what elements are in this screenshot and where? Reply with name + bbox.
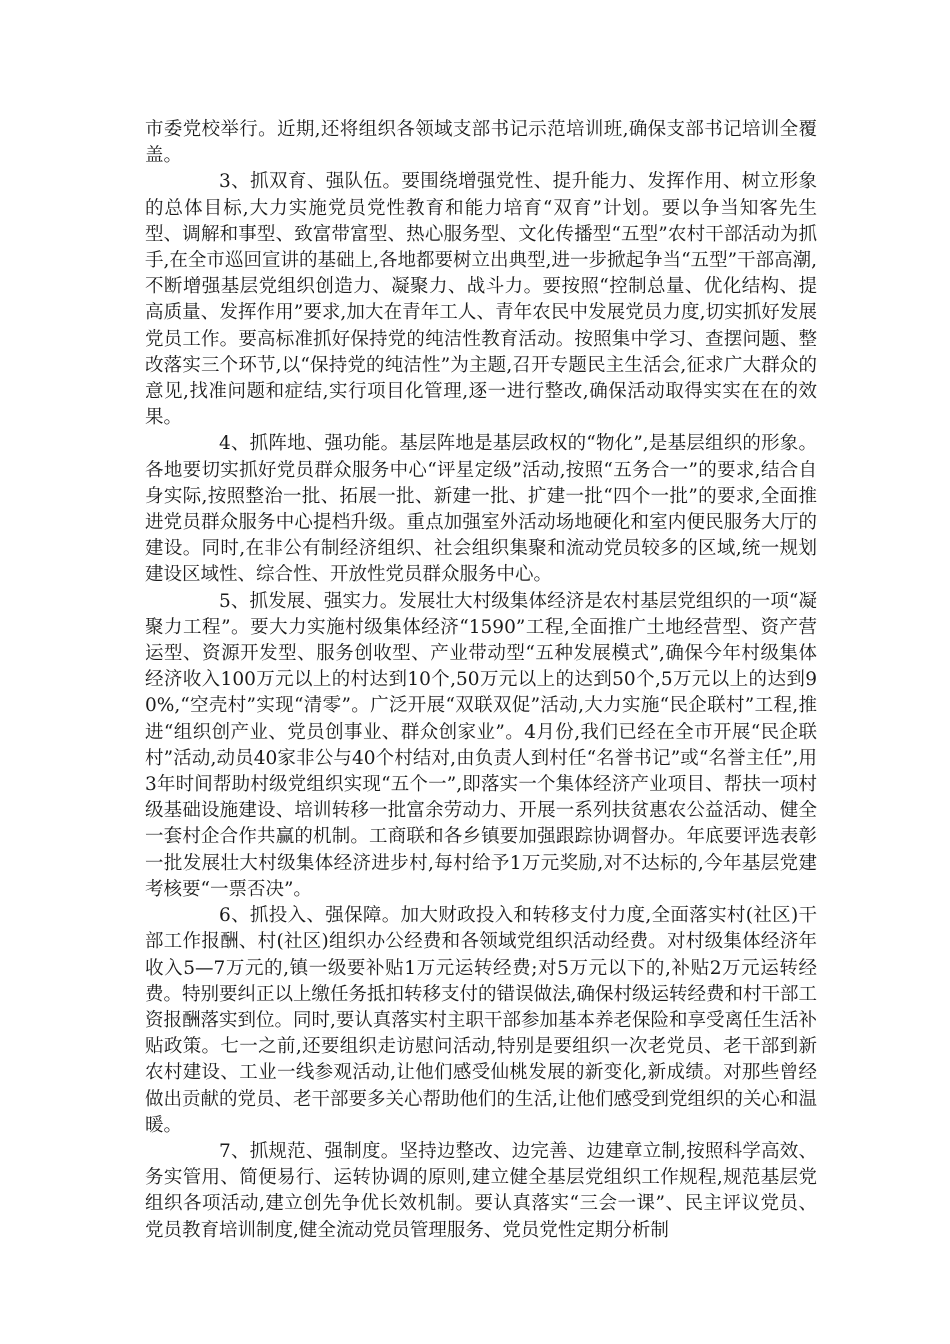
paragraph-item-6: 6、抓投入、强保障。加大财政投入和转移支付力度,全面落实村(社区)干部工作报酬、村(社区)组织办公经费和各领域党组织活动经费。对村级集体经济年收入5—7万元的,镇一级要补贴1万元运转经费;对5万元以下的,补贴2万元运转经费。特别要纠正以上缴任务抵扣转移支付的错误做法,确保村级运转经费和村干部工资报酬落实到位。同时,要认真落实村主职干部参加基本养老保险和享受离任生活补贴政策。七一之前,还要组织走访慰问活动,特别是要组织一次老党员、老干部到新农村建设、工业一线参观活动,让他们感受仙桃发展的新变化,新成绩。对那些曾经做出贡献的党员、老干部要多关心帮助他们的生活,让他们感受到党组织的关心和温暖。 [145,905,817,1136]
document-body [145,117,817,1244]
paragraph-item-4: 4、抓阵地、强功能。基层阵地是基层政权的“物化”,是基层组织的形象。各地要切实抓好党员群众服务中心“评星定级”活动,按照“五务合一”的要求,结合自身实际,按照整治一批、拓展一批、新建一批、扩建一批“四个一批”的要求,全面推进党员群众服务中心提档升级。重点加强室外活动场地硬化和室内便民服务大厅的建设。同时,在非公有制经济组织、社会组织集聚和流动党员较多的区域,统一规划建设区域性、综合性、开放性党员群众服务中心。 [145,433,817,586]
paragraph-continuation: 市委党校举行。近期,还将组织各领域支部书记示范培训班,确保支部书记培训全覆盖。 [145,119,817,167]
paragraph-item-5: 5、抓发展、强实力。发展壮大村级集体经济是农村基层党组织的一项“凝聚力工程”。要大力实施村级集体经济“1590”工程,全面推广土地经营型、资产营运型、资源开发型、服务创收型、产业带动型“五种发展模式”,确保今年村级集体经济收入100万元以上的村达到10个,50万元以上的达到50个,5万元以上的达到90%,“空壳村”实现“清零”。广泛开展“双联双促”活动,大力实施“民企联村”工程,推进“组织创产业、党员创事业、群众创家业”。4月份,我们已经在全市开展“民企联村”活动,动员40家非公与40个村结对,由负责人到村任“名誉书记”或“名誉主任”,用3年时间帮助村级党组织实现“五个一”,即落实一个集体经济产业项目、帮扶一项村级基础设施建设、培训转移一批富余劳动力、开展一系列扶贫惠农公益活动、健全一套村企合作共赢的机制。工商联和各乡镇要加强跟踪协调督办。年底要评选表彰一批发展壮大村级集体经济进步村,每村给予1万元奖励,对不达标的,今年基层党建考核要“一票否决”。 [145,590,817,900]
paragraph-item-3: 3、抓双育、强队伍。要围绕增强党性、提升能力、发挥作用、树立形象的总体目标,大力实施党员党性教育和能力培育“双育”计划。要以争当知客先生型、调解和事型、致富带富型、热心服务型、文化传播型“五型”农村干部活动为抓手,在全市巡回宣讲的基础上,各地都要树立出典型,进一步掀起争当“五型”干部高潮,不断增强基层党组织创造力、凝聚力、战斗力。要按照“控制总量、优化结构、提高质量、发挥作用”要求,加大在青年工人、青年农民中发展党员力度,切实抓好发展党员工作。要高标准抓好保持党的纯洁性教育活动。按照集中学习、查摆问题、整改落实三个环节,以“保持党的纯洁性”为主题,召开专题民主生活会,征求广大群众的意见,找准问题和症结,实行项目化管理,逐一进行整改,确保活动取得实实在在的效果。 [145,171,817,429]
paragraph-item-7: 7、抓规范、强制度。坚持边整改、边完善、边建章立制,按照科学高效、务实管用、简便易行、运转协调的原则,建立健全基层党组织工作规程,规范基层党组织各项活动,建立创先争优长效机制。要认真落实“三会一课”、民主评议党员、党员教育培训制度,健全流动党员管理服务、党员党性定期分析制 [145,1140,817,1241]
